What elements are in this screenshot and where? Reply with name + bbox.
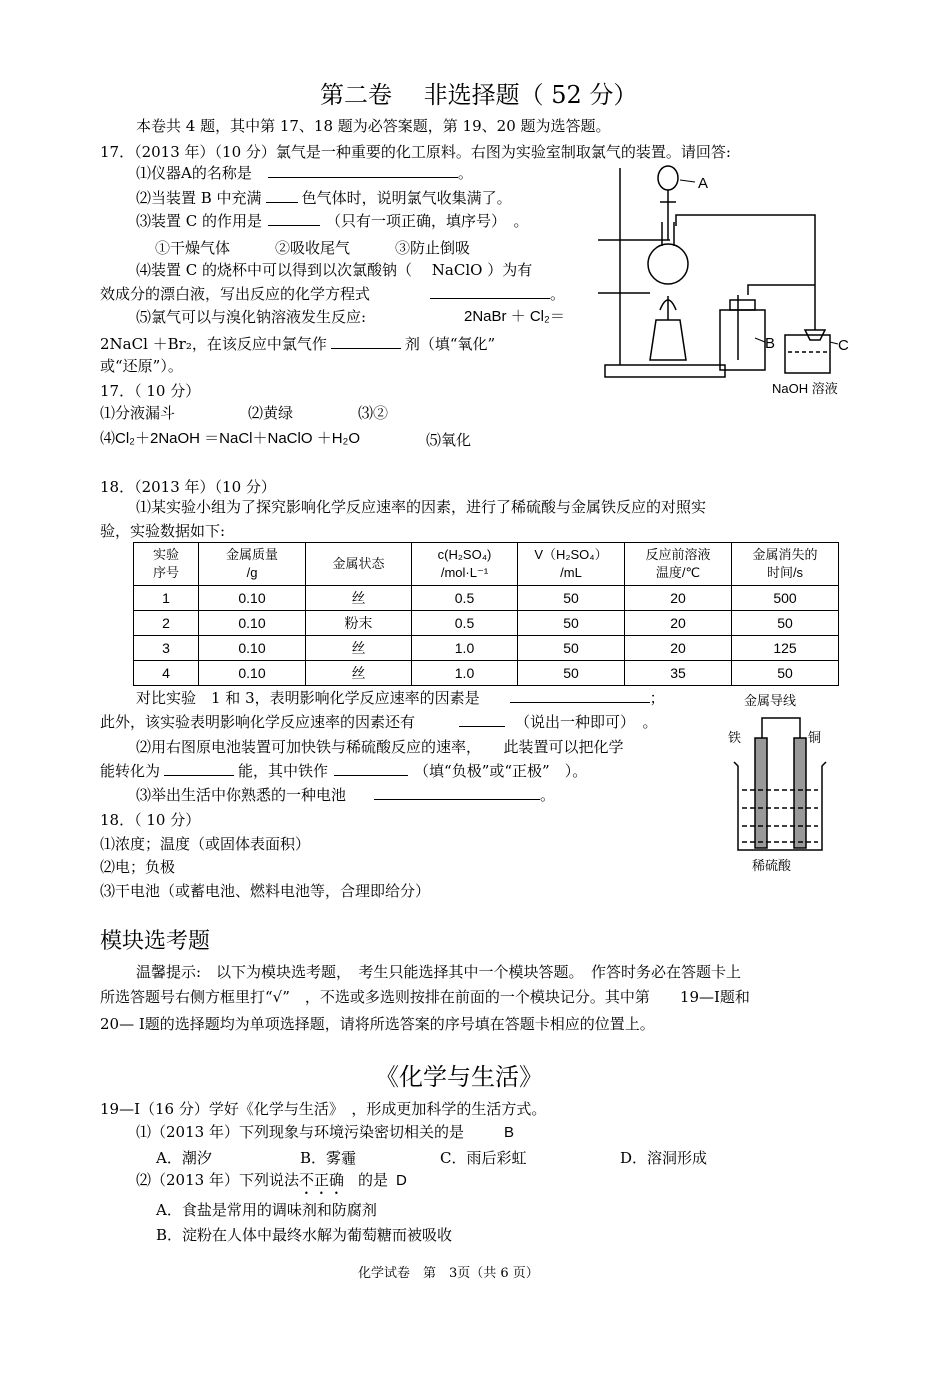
module-tip-line2: 所选答题号右侧方框里打“√” ，不选或多选则按排在前面的一个模块记分。其中第 19—Ⅰ题和 (100, 988, 750, 1006)
answer-blank[interactable] (510, 688, 650, 703)
q17-stem: 17．（2013 年）（10 分）氯气是一种重要的化工原料。右图为实验室制取氯气的装置。请回答: (100, 143, 731, 161)
q18-part1-line2: 验，实验数据如下: (100, 522, 226, 540)
answer-blank[interactable] (459, 712, 505, 727)
table-header-cell: 实验 序号 (134, 543, 199, 586)
q18-part1-line1: ⑴某实验小组为了探究影响化学反应速率的因素，进行了稀硫酸与金属铁反应的对照实 (136, 498, 707, 516)
figure-naoh-label: NaOH 溶液 (772, 381, 838, 396)
q17-answer-1: ⑴分液漏斗 (100, 404, 176, 422)
q18-part3: ⑶举出生活中你熟悉的一种电池 。 (136, 786, 556, 804)
q19-part2-option: B．淀粉在人体中最终水解为葡萄糖而被吸收 (156, 1226, 453, 1244)
q19-part1-option: B．雾霾 (300, 1149, 357, 1167)
experiment-data-table (133, 542, 839, 686)
q17-part2: ⑵当装置 B 中充满 色气体时，说明氯气收集满了。 (136, 189, 512, 207)
q17-part3: ⑶装置 C 的作用是 （只有一项正确，填序号） 。 (136, 212, 529, 230)
table-header-cell: c(H₂SO₄) /mol·L⁻¹ (412, 543, 518, 586)
figure-label-a: A (698, 175, 709, 192)
q17-options: ①干燥气体 ②吸收尾气 ③防止倒吸 (155, 239, 471, 257)
table-row (134, 611, 839, 636)
table-cell: 50 (732, 661, 839, 686)
table-cell: 20 (625, 611, 732, 636)
table-cell: 0.10 (199, 586, 306, 611)
table-cell: 丝 (306, 586, 412, 611)
q17-answer-3: ⑶② (358, 404, 389, 422)
emphasis-not-correct: 不正确 (298, 1171, 344, 1189)
copper-label: 铜 (808, 731, 822, 746)
table-cell: 4 (134, 661, 199, 686)
table-cell: 3 (134, 636, 199, 661)
answer-blank[interactable] (331, 334, 401, 349)
q19-part1-answer: B (503, 1124, 514, 1141)
figure-label-c: C (838, 337, 849, 354)
table-cell: 0.5 (412, 586, 518, 611)
table-cell: 0.10 (199, 661, 306, 686)
chlorine-apparatus-figure (590, 160, 860, 400)
table-header-cell: 金属消失的 时间/s (732, 543, 839, 586)
acid-label: 稀硫酸 (752, 859, 792, 874)
q19-part1-option: D．溶洞形成 (620, 1149, 708, 1167)
q17-answer-title: 17．（ 10 分） (100, 382, 201, 400)
answer-blank[interactable] (334, 761, 408, 776)
answer-blank[interactable] (266, 188, 298, 203)
q19-part1: ⑴（2013 年）下列现象与环境污染密切相关的是 B (136, 1123, 514, 1141)
table-header-cell: 金属质量 /g (199, 543, 306, 586)
answer-blank[interactable] (430, 284, 550, 299)
q17-part1: ⑴仪器A的名称是 。 (136, 164, 473, 182)
q17-answer-2: ⑵黄绿 (248, 404, 294, 422)
table-cell: 500 (732, 586, 839, 611)
q18-answer-title: 18．（ 10 分） (100, 811, 201, 829)
module-tip-line3: 20— Ⅰ题的选择题均为单项选择题，请将所选答案的序号填在答题卡相应的位置上。 (100, 1015, 655, 1033)
answer-blank[interactable] (374, 785, 540, 800)
q18-part2-line1: ⑵用右图原电池装置可加快铁与稀硫酸反应的速率， 此装置可以把化学 (136, 738, 624, 756)
table-cell: 丝 (306, 636, 412, 661)
table-cell: 50 (732, 611, 839, 636)
table-cell: 50 (518, 586, 625, 611)
section-intro: 本卷共 4 题，其中第 17、18 题为必答案题，第 19、20 题为选答题。 (136, 117, 611, 135)
table-cell: 0.5 (412, 611, 518, 636)
table-row (134, 636, 839, 661)
iron-label: 铁 (728, 731, 742, 746)
wire-label: 金属导线 (744, 694, 797, 709)
q17-part4-line2: 效成分的漂白液，写出反应的化学方程式 。 (100, 285, 566, 303)
module-title: 模块选考题 (100, 929, 211, 954)
table-header-row (134, 543, 839, 586)
table-row (134, 661, 839, 686)
q19-part2: ⑵（2013 年）下列说法不正确 的是 D (136, 1171, 407, 1189)
q19-part1-option: C．雨后彩虹 (440, 1149, 527, 1167)
table-header-cell: 金属状态 (306, 543, 412, 586)
q17-part5-line3: 或“还原”）。 (100, 357, 183, 375)
table-row (134, 586, 839, 611)
answer-blank[interactable] (268, 163, 458, 178)
table-cell: 0.10 (199, 636, 306, 661)
q17-part5-line1: ⑸氯气可以与溴化钠溶液发生反应: (136, 308, 367, 326)
page-footer: 化学试卷 第 3页（共 6 页） (358, 1266, 539, 1281)
q17-answer-4: ⑷Cl₂＋2NaOH ＝NaCl＋NaClO ＋H₂O (100, 430, 361, 447)
table-cell: 丝 (306, 661, 412, 686)
table-cell: 0.10 (199, 611, 306, 636)
table-cell: 20 (625, 586, 732, 611)
q17-part5-equation: 2NaBr ＋ Cl₂＝ (464, 308, 565, 325)
q19-part2-option: A．食盐是常用的调味剂和防腐剂 (156, 1201, 377, 1219)
module-tip-line1: 温馨提示: 以下为模块选考题， 考生只能选择其中一个模块答题。 作答时务必在答题卡上 (136, 963, 742, 981)
table-cell: 1 (134, 586, 199, 611)
q19-stem: 19—Ⅰ（16 分）学好《化学与生活》 ，形成更加科学的生活方式。 (100, 1100, 547, 1118)
table-cell: 1.0 (412, 661, 518, 686)
q18-stem: 18．（2013 年）（10 分） (100, 478, 276, 496)
q17-part5-line2: 2NaCl ＋Br₂，在该反应中氯气作 剂（填“氧化” (100, 335, 496, 353)
table-cell: 125 (732, 636, 839, 661)
q17-part4-line1: ⑷装置 C 的烧杯中可以得到以次氯酸钠（ NaClO ）为有 (136, 261, 533, 279)
table-header-cell: V（H₂SO₄） /mL (518, 543, 625, 586)
answer-blank[interactable] (164, 761, 234, 776)
q19-part2-answer: D (395, 1172, 407, 1189)
table-cell: 粉末 (306, 611, 412, 636)
life-title: 《化学与生活》 (375, 1063, 543, 1091)
table-cell: 35 (625, 661, 732, 686)
figure-label-b: B (765, 335, 776, 352)
q18-answer-2: ⑵电；负极 (100, 858, 176, 876)
q18-compare-line1: 对比实验 1 和 3，表明影响化学反应速率的因素是 ； (136, 689, 665, 707)
table-cell: 2 (134, 611, 199, 636)
table-cell: 20 (625, 636, 732, 661)
answer-blank[interactable] (268, 211, 320, 226)
q18-answer-1: ⑴浓度；温度（或固体表面积） (100, 835, 311, 853)
table-cell: 1.0 (412, 636, 518, 661)
table-cell: 50 (518, 611, 625, 636)
q18-answer-3: ⑶干电池（或蓄电池、燃料电池等，合理即给分） (100, 882, 431, 900)
q19-part1-option: A．潮汐 (156, 1149, 212, 1167)
galvanic-cell-figure (720, 690, 835, 890)
section-title: 第二卷 非选择题（ 52 分） (320, 81, 638, 109)
q18-compare-line2: 此外，该实验表明影响化学反应速率的因素还有 （说出一种即可） 。 (100, 713, 658, 731)
table-cell: 50 (518, 661, 625, 686)
q18-part2-line2: 能转化为 能，其中铁作 （填“负极”或“正极” ）。 (100, 762, 588, 780)
table-header-cell: 反应前溶液 温度/℃ (625, 543, 732, 586)
table-cell: 50 (518, 636, 625, 661)
q17-answer-5: ⑸氧化 (426, 431, 472, 449)
